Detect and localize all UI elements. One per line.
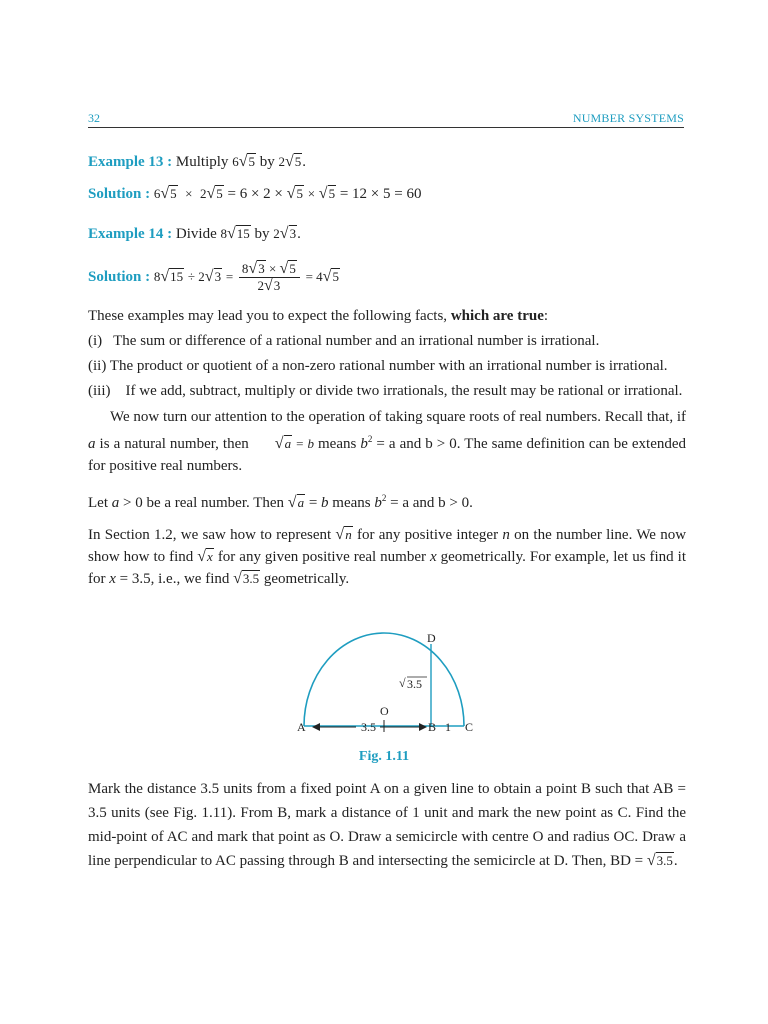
example-14: Example 14 : Divide 8√15 by 2√3. [88,225,301,242]
figure-caption: Fig. 1.11 [358,749,410,764]
closing-paragraph: Mark the distance 3.5 units from a fixed point A on a given line to obtain a point B such that AB = 3.5 units (see Fig. 1.11). From B, mark a distance of 1 unit and mark the new point as C. Find the mid-point of AC and mark that point as O. Draw a semicircle with centre O and radius OC. Draw a line perpendicular to AC passing through B and intersecting the semicircle at D. Then, BD = √3.5. [88,781,686,869]
radical: √5 [238,153,255,170]
label-o: O [380,704,389,718]
arrow-left-head [312,723,320,731]
label-a: A [297,720,306,734]
label-b: B [428,720,437,734]
solution-13-label: Solution : [88,186,151,202]
example-14-text: Divide [175,226,217,242]
fact-2: (ii) The product or quotient of a non-zero rational number with an irrational number is irrational. [88,358,668,374]
radical: √5 [206,185,223,202]
label-ab-length: 3.5 [361,720,376,734]
radical: √5 [286,185,303,202]
fact-3: (iii) If we add, subtract, multiply or divide two irrationals, the result may be rational or irrational. [88,383,683,399]
label-bc-length: 1 [445,720,451,734]
intro-line: These examples may lead you to expect the following facts, which are true: [88,308,549,324]
label-bd-length: 3.5 [407,677,422,691]
solution-14-label: Solution : [88,269,151,285]
paragraph-definition: Let a > 0 be a real number. Then √a = b means $b^2 = a$ and b > 0. [88,493,473,511]
radical: √3 [204,268,222,285]
label-d: D [427,631,436,645]
example-13: Example 13 : Multiply 6√5 by 2√5. [88,153,306,170]
chapter-title: NUMBER SYSTEMS [572,111,684,125]
radical: √5 [284,153,302,170]
fraction: $\frac{8√3 \times √5}{2√3}$ [239,261,300,294]
example-13-label: Example 13 : [88,154,173,170]
page-number: 32 [88,111,100,125]
radical: √15 [227,225,250,242]
example-14-label: Example 14 : [88,226,173,242]
radical: √3 [279,225,297,242]
radical: √5 [160,185,177,202]
radical: √15 [160,268,184,285]
solution-14: Solution : 8√15 ÷ 2√3 = $\frac{8√3 \times √5}{2√3}$ = 4√5 [88,258,340,296]
paragraph-square-roots: We now turn our attention to the operation of taking square roots of real numbers. Recall that, if a is a natural number, then √a = b means $b^2 = a$ and b > 0. The same definition can be extended for positive real numbers. [88,409,687,474]
solution-13: Solution : 6√5 × 2√5 = 6 × 2 × √5 × √5 = 12 × 5 = 60 [88,185,422,202]
label-c: C [465,720,474,734]
sqrt-sign: √ [399,676,406,690]
paragraph-section: In Section 1.2, we saw how to represent √n for any positive integer n on the number line. We now show how to find √x for any given positive real number x geometrically. For example, let us find it for x = 3.5, i.e., we find √3.5 geometrically. [88,526,687,587]
radical: √5 [322,268,339,285]
fact-1: (i) The sum or difference of a rational number and an irrational number is irrational. [88,333,600,349]
radical: √5 [318,185,336,202]
arrow-right-head [419,723,427,731]
example-13-text: Multiply [175,154,229,170]
